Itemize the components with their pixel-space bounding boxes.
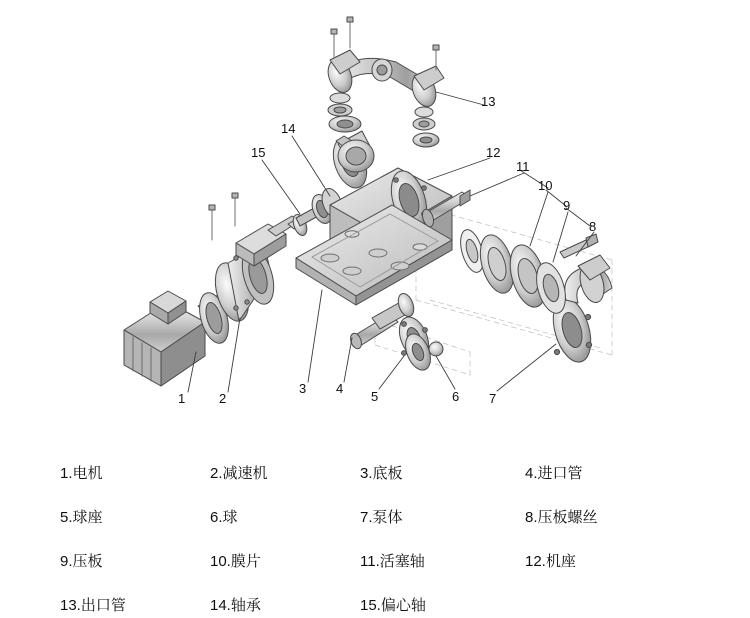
legend-item-1: 1.电机: [60, 465, 103, 482]
legend-item-5: 5.球座: [60, 509, 103, 526]
legend-item-empty: [525, 594, 695, 615]
motor-assembly-1: [124, 289, 234, 386]
legend-item-12: 12.机座: [525, 553, 576, 570]
legend-item-15: 15.偏心轴: [360, 597, 426, 614]
callout-9: 9: [563, 198, 571, 213]
callout-8: 8: [589, 219, 597, 234]
legend-item-3: 3.底板: [360, 465, 403, 482]
callout-2: 2: [219, 391, 227, 406]
callout-12: 12: [486, 145, 501, 160]
callout-10: 10: [538, 178, 553, 193]
legend-item-6: 6.球: [210, 509, 238, 526]
legend-item-11: 11.活塞轴: [360, 553, 425, 570]
callout-6: 6: [452, 389, 460, 404]
outlet-pipe-13: [324, 17, 444, 172]
legend-item-8: 8.压板螺丝: [525, 509, 598, 526]
legend-item-2: 2.减速机: [210, 465, 268, 482]
gearbox-assembly-2: [209, 193, 300, 325]
callout-4: 4: [336, 381, 344, 396]
callout-7: 7: [489, 391, 497, 406]
legend-item-13: 13.出口管: [60, 597, 126, 614]
legend-item-9: 9.压板: [60, 553, 103, 570]
callout-1: 1: [178, 391, 186, 406]
legend-item-7: 7.泵体: [360, 509, 403, 526]
legend-item-14: 14.轴承: [210, 597, 261, 614]
callout-15: 15: [251, 145, 266, 160]
callout-14: 14: [281, 121, 296, 136]
callout-13: 13: [481, 94, 496, 109]
callout-11: 11: [516, 159, 530, 174]
ball-6: [429, 342, 443, 356]
legend-item-10: 10.膜片: [210, 553, 261, 570]
callout-5: 5: [371, 389, 379, 404]
callout-3: 3: [299, 381, 307, 396]
legend-item-4: 4.进口管: [525, 465, 583, 482]
parts-legend: [60, 462, 700, 615]
